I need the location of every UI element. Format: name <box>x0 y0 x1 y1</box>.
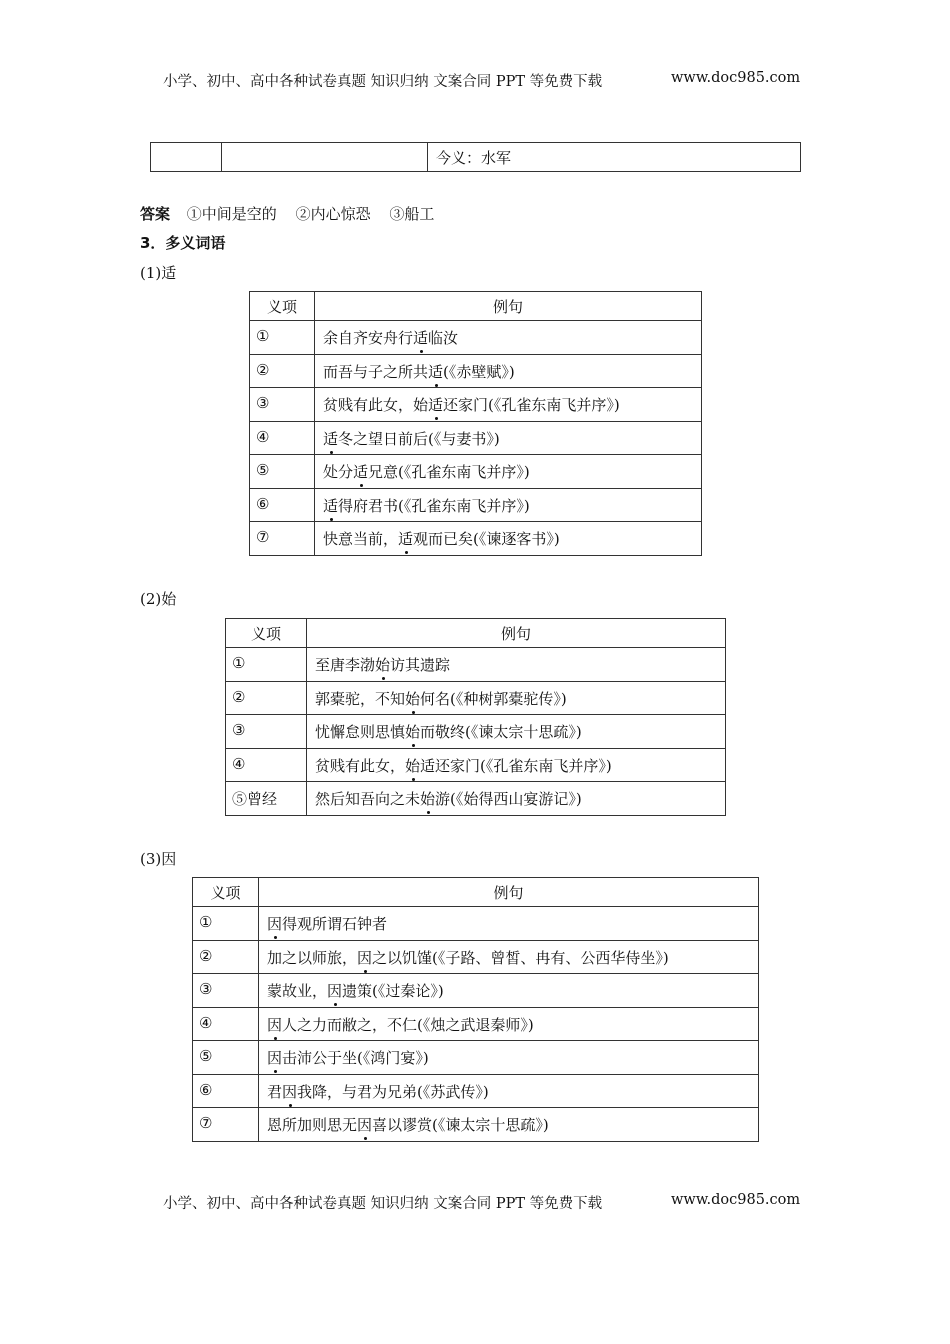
sentence-after: 得府君书(《孔雀东南飞并序》) <box>338 496 530 515</box>
table-row <box>226 715 726 749</box>
sentence-after: 访其遗踪 <box>390 656 451 674</box>
sentence-after: 适还家门(《孔雀东南飞并序》) <box>420 756 612 775</box>
example-sentence <box>259 974 759 1008</box>
key-word: 始 <box>375 656 391 674</box>
meaning-index: ② <box>250 354 315 388</box>
table-row <box>193 1007 759 1041</box>
table-row <box>250 488 702 522</box>
meaning-index: ⑦ <box>193 1108 259 1142</box>
modern-meaning-cell: 今义：水军 <box>428 143 801 172</box>
key-word: 始 <box>420 790 436 808</box>
sentence-after: 人之力而敝之，不仁(《烛之武退秦师》) <box>282 1015 534 1034</box>
sentence-before: 贫贱有此女， <box>315 756 406 775</box>
col-header-example: 例句 <box>307 619 726 648</box>
table-row <box>250 354 702 388</box>
answer-line <box>140 203 434 224</box>
key-word: 因 <box>357 1116 373 1134</box>
group-title: (3)因 <box>140 850 177 868</box>
key-word: 因 <box>357 948 373 967</box>
group-title: (1)适 <box>140 264 177 282</box>
example-sentence <box>315 388 702 422</box>
meaning-index: ⑤ <box>193 1041 259 1075</box>
example-sentence <box>315 421 702 455</box>
example-sentence <box>307 782 726 816</box>
key-word: 适 <box>323 429 339 448</box>
meaning-index: ⑥ <box>250 488 315 522</box>
sentence-after: 何名(《种树郭橐驼传》) <box>420 689 567 708</box>
key-word: 因 <box>282 1082 298 1101</box>
sentence-after: 还家门(《孔雀东南飞并序》) <box>443 396 620 414</box>
sentence-before: 忧懈怠则思慎 <box>315 723 406 741</box>
sentence-before: 恩所加则思无 <box>267 1116 358 1134</box>
example-sentence <box>315 522 702 556</box>
meaning-index: ② <box>226 681 307 715</box>
sentence-before: 而吾与子之所共 <box>323 362 429 381</box>
key-word: 因 <box>267 1049 283 1067</box>
sentence-after: 喜以谬赏(《谏太宗十思疏》) <box>372 1116 549 1134</box>
sentence-before: 郭橐驼，不知 <box>315 689 406 708</box>
meaning-index: ③ <box>193 974 259 1008</box>
table-row <box>226 648 726 682</box>
key-word: 适 <box>323 496 339 515</box>
key-word: 适 <box>413 329 429 347</box>
footer-url: www.doc985.com <box>671 1192 801 1208</box>
key-word: 始 <box>405 723 421 741</box>
meaning-index: ① <box>193 907 259 941</box>
col-header-meaning: 义项 <box>193 878 259 907</box>
col-header-example: 例句 <box>259 878 759 907</box>
table-row <box>193 974 759 1008</box>
key-word: 适 <box>428 396 444 414</box>
sentence-before: 处分 <box>323 463 354 481</box>
table-row <box>226 782 726 816</box>
col-header-meaning: 义项 <box>250 292 315 321</box>
example-sentence <box>307 748 726 782</box>
meaning-index: ① <box>226 648 307 682</box>
sentence-after: 而敬终(《谏太宗十思疏》) <box>420 723 582 741</box>
example-sentence <box>307 681 726 715</box>
sentence-after: 击沛公于坐(《鸿门宴》) <box>282 1049 429 1067</box>
table-row <box>250 455 702 489</box>
sentence-after: 之以饥馑(《子路、曾皙、冉有、公西华侍坐》) <box>372 948 669 967</box>
key-word: 适 <box>398 530 414 548</box>
sentence-after: 冬之望日前后(《与妻书》) <box>338 429 500 448</box>
table-row <box>193 1108 759 1142</box>
example-sentence <box>307 715 726 749</box>
footer-text: 小学、初中、高中各种试卷真题 知识归纳 文案合同 PPT 等免费下载 <box>163 1196 603 1212</box>
example-sentence <box>259 940 759 974</box>
col-header-example: 例句 <box>315 292 702 321</box>
example-sentence <box>259 1041 759 1075</box>
meaning-index: ③ <box>226 715 307 749</box>
meaning-index: ④ <box>250 421 315 455</box>
meaning-table-tail <box>150 142 801 172</box>
sentence-after: 我降，与君为兄弟(《苏武传》) <box>297 1082 489 1101</box>
sentence-after: (《赤壁赋》) <box>443 362 515 381</box>
table-row <box>250 321 702 355</box>
sentence-after: 得观所谓石钟者 <box>282 915 388 933</box>
key-word: 因 <box>267 915 283 933</box>
group-title: (2)始 <box>140 590 177 608</box>
sentence-before: 贫贱有此女，始 <box>323 396 429 414</box>
example-sentence <box>259 1074 759 1108</box>
meaning-index: ⑥ <box>193 1074 259 1108</box>
sentence-after: 临汝 <box>428 329 459 347</box>
example-sentence <box>315 321 702 355</box>
answer-item: ②内心惊恐 <box>295 205 371 223</box>
key-word: 适 <box>428 362 444 381</box>
sentence-before: 余自齐安舟行 <box>323 329 414 347</box>
answer-item: ③船工 <box>389 205 435 223</box>
example-sentence <box>259 907 759 941</box>
sentence-before: 君 <box>267 1082 283 1101</box>
header-url: www.doc985.com <box>671 70 801 86</box>
sentence-before: 加之以师旅， <box>267 948 358 967</box>
table-row <box>193 940 759 974</box>
sentence-after: 游(《始得西山宴游记》) <box>435 790 582 808</box>
section-heading: 3．多义词语 <box>140 234 226 252</box>
table-row <box>226 748 726 782</box>
table-row <box>250 421 702 455</box>
table-row <box>193 1041 759 1075</box>
sentence-after: 兄意(《孔雀东南飞并序》) <box>368 463 530 481</box>
page-header <box>163 70 803 91</box>
meaning-index: ④ <box>193 1007 259 1041</box>
table-row <box>193 1074 759 1108</box>
meaning-index: ④ <box>226 748 307 782</box>
key-word: 适 <box>353 463 369 481</box>
key-word: 因 <box>267 1015 283 1034</box>
header-text: 小学、初中、高中各种试卷真题 知识归纳 文案合同 PPT 等免费下载 <box>163 74 603 90</box>
meaning-index: ⑤曾经 <box>226 782 307 816</box>
sentence-after: 观而已矣(《谏逐客书》) <box>413 530 560 548</box>
sentence-before: 快意当前， <box>323 530 399 548</box>
sentence-after: 遗策(《过秦论》) <box>342 982 444 1000</box>
example-sentence <box>259 1007 759 1041</box>
example-sentence <box>307 648 726 682</box>
polysemy-table <box>249 291 702 556</box>
meaning-index: ① <box>250 321 315 355</box>
answer-item: ①中间是空的 <box>186 205 277 223</box>
meaning-index: ⑤ <box>250 455 315 489</box>
sentence-before: 蒙故业， <box>267 982 328 1000</box>
example-sentence <box>315 488 702 522</box>
col-header-meaning: 义项 <box>226 619 307 648</box>
key-word: 因 <box>327 982 343 1000</box>
polysemy-table <box>192 877 759 1142</box>
page-footer <box>163 1192 803 1213</box>
key-word: 始 <box>405 756 421 775</box>
example-sentence <box>315 354 702 388</box>
example-sentence <box>315 455 702 489</box>
answer-label: 答案 <box>140 205 171 223</box>
key-word: 始 <box>405 689 421 708</box>
example-sentence <box>259 1108 759 1142</box>
meaning-index: ③ <box>250 388 315 422</box>
table-row <box>226 681 726 715</box>
meaning-index: ② <box>193 940 259 974</box>
table-row <box>250 522 702 556</box>
polysemy-table <box>225 618 726 816</box>
sentence-before: 至唐李渤 <box>315 656 376 674</box>
meaning-index: ⑦ <box>250 522 315 556</box>
sentence-before: 然后知吾向之未 <box>315 790 421 808</box>
table-row <box>193 907 759 941</box>
table-row <box>250 388 702 422</box>
